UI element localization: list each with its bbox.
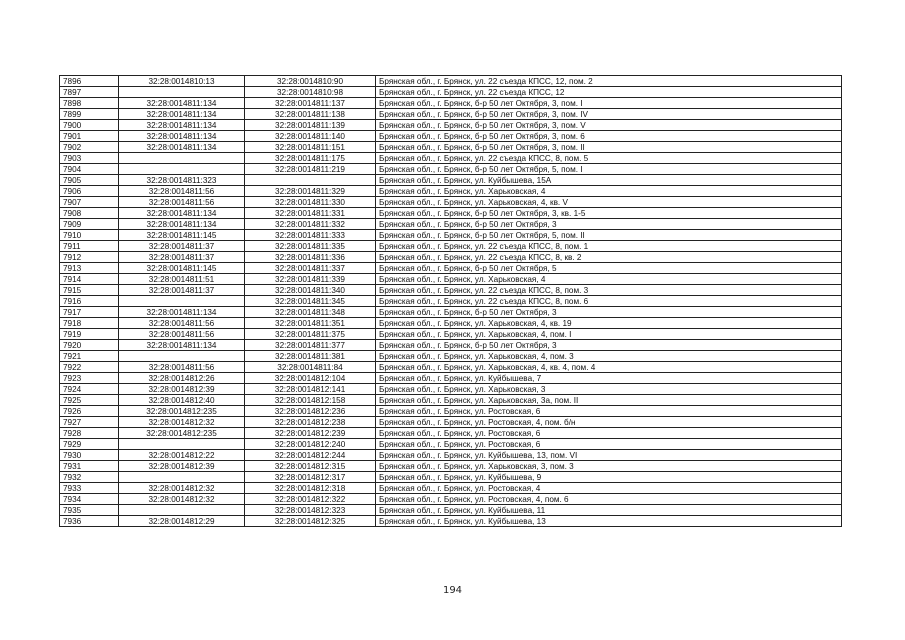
row-number-cell: 7909 [60, 219, 119, 230]
parcel-cadastral-number-cell: 32:28:0014812:32 [119, 417, 245, 428]
row-number-cell: 7899 [60, 109, 119, 120]
address-cell: Брянская обл., г. Брянск, ул. Харьковская, 3, пом. 3 [376, 461, 842, 472]
address-cell: Брянская обл., г. Брянск, ул. Харьковская, 4, кв. 4, пом. 4 [376, 362, 842, 373]
parcel-cadastral-number-cell [119, 505, 245, 516]
table-row [60, 230, 842, 241]
address-cell: Брянская обл., г. Брянск, ул. Ростовская, 4 [376, 483, 842, 494]
table-row [60, 153, 842, 164]
object-cadastral-number-cell: 32:28:0014811:339 [245, 274, 376, 285]
table-row [60, 252, 842, 263]
row-number-cell: 7919 [60, 329, 119, 340]
address-cell: Брянская обл., г. Брянск, ул. Куйбышева, 11 [376, 505, 842, 516]
object-cadastral-number-cell: 32:28:0014811:377 [245, 340, 376, 351]
table-row [60, 197, 842, 208]
object-cadastral-number-cell: 32:28:0014811:175 [245, 153, 376, 164]
table-row [60, 131, 842, 142]
address-cell: Брянская обл., г. Брянск, б-р 50 лет Октября, 3, пом. I [376, 98, 842, 109]
address-cell: Брянская обл., г. Брянск, ул. Ростовская, 6 [376, 406, 842, 417]
object-cadastral-number-cell: 32:28:0014812:104 [245, 373, 376, 384]
parcel-cadastral-number-cell: 32:28:0014812:26 [119, 373, 245, 384]
parcel-cadastral-number-cell: 32:28:0014812:22 [119, 450, 245, 461]
object-cadastral-number-cell: 32:28:0014811:348 [245, 307, 376, 318]
parcel-cadastral-number-cell: 32:28:0014812:29 [119, 516, 245, 527]
address-cell: Брянская обл., г. Брянск, б-р 50 лет Октября, 3 [376, 340, 842, 351]
table-row [60, 351, 842, 362]
address-cell: Брянская обл., г. Брянск, ул. Харьковская, 4 [376, 274, 842, 285]
row-number-cell: 7901 [60, 131, 119, 142]
object-cadastral-number-cell: 32:28:0014811:84 [245, 362, 376, 373]
parcel-cadastral-number-cell: 32:28:0014811:134 [119, 208, 245, 219]
row-number-cell: 7935 [60, 505, 119, 516]
address-cell: Брянская обл., г. Брянск, б-р 50 лет Октября, 5, пом. II [376, 230, 842, 241]
address-cell: Брянская обл., г. Брянск, ул. Харьковская, 4, кв. 19 [376, 318, 842, 329]
address-cell: Брянская обл., г. Брянск, б-р 50 лет Октября, 3, кв. 1-5 [376, 208, 842, 219]
table-row [60, 450, 842, 461]
parcel-cadastral-number-cell: 32:28:0014811:134 [119, 131, 245, 142]
registry-table-body [60, 76, 842, 527]
table-row [60, 373, 842, 384]
parcel-cadastral-number-cell: 32:28:0014812:235 [119, 406, 245, 417]
address-cell: Брянская обл., г. Брянск, б-р 50 лет Октября, 5, пом. I [376, 164, 842, 175]
table-row [60, 219, 842, 230]
object-cadastral-number-cell: 32:28:0014812:323 [245, 505, 376, 516]
table-row [60, 241, 842, 252]
parcel-cadastral-number-cell [119, 351, 245, 362]
object-cadastral-number-cell: 32:28:0014811:375 [245, 329, 376, 340]
object-cadastral-number-cell: 32:28:0014811:381 [245, 351, 376, 362]
parcel-cadastral-number-cell: 32:28:0014812:32 [119, 494, 245, 505]
parcel-cadastral-number-cell: 32:28:0014811:134 [119, 109, 245, 120]
parcel-cadastral-number-cell: 32:28:0014811:134 [119, 219, 245, 230]
parcel-cadastral-number-cell: 32:28:0014812:235 [119, 428, 245, 439]
row-number-cell: 7928 [60, 428, 119, 439]
address-cell: Брянская обл., г. Брянск, б-р 50 лет Октября, 3, пом. V [376, 120, 842, 131]
row-number-cell: 7920 [60, 340, 119, 351]
table-row [60, 318, 842, 329]
parcel-cadastral-number-cell: 32:28:0014812:40 [119, 395, 245, 406]
table-row [60, 428, 842, 439]
object-cadastral-number-cell: 32:28:0014812:315 [245, 461, 376, 472]
object-cadastral-number-cell: 32:28:0014811:138 [245, 109, 376, 120]
address-cell: Брянская обл., г. Брянск, ул. Куйбышева, 7 [376, 373, 842, 384]
object-cadastral-number-cell: 32:28:0014811:332 [245, 219, 376, 230]
table-row [60, 296, 842, 307]
row-number-cell: 7914 [60, 274, 119, 285]
object-cadastral-number-cell: 32:28:0014811:219 [245, 164, 376, 175]
parcel-cadastral-number-cell: 32:28:0014811:56 [119, 197, 245, 208]
address-cell: Брянская обл., г. Брянск, ул. Харьковская, 4, пом. I [376, 329, 842, 340]
table-row [60, 76, 842, 87]
row-number-cell: 7930 [60, 450, 119, 461]
table-row [60, 494, 842, 505]
object-cadastral-number-cell: 32:28:0014811:137 [245, 98, 376, 109]
table-row [60, 329, 842, 340]
table-row [60, 417, 842, 428]
object-cadastral-number-cell: 32:28:0014811:329 [245, 186, 376, 197]
table-row [60, 109, 842, 120]
row-number-cell: 7900 [60, 120, 119, 131]
address-cell: Брянская обл., г. Брянск, ул. Куйбышева, 9 [376, 472, 842, 483]
table-row [60, 362, 842, 373]
parcel-cadastral-number-cell: 32:28:0014811:134 [119, 98, 245, 109]
table-row [60, 285, 842, 296]
row-number-cell: 7910 [60, 230, 119, 241]
address-cell: Брянская обл., г. Брянск, ул. 22 съезда КПСС, 8, пом. 1 [376, 241, 842, 252]
table-row [60, 439, 842, 450]
address-cell: Брянская обл., г. Брянск, ул. Харьковская, 3а, пом. II [376, 395, 842, 406]
address-cell: Брянская обл., г. Брянск, ул. Харьковская, 4, кв. V [376, 197, 842, 208]
address-cell: Брянская обл., г. Брянск, ул. Харьковская, 4, пом. 3 [376, 351, 842, 362]
parcel-cadastral-number-cell: 32:28:0014811:56 [119, 186, 245, 197]
address-cell: Брянская обл., г. Брянск, ул. Ростовская, 4, пом. б/н [376, 417, 842, 428]
object-cadastral-number-cell: 32:28:0014811:335 [245, 241, 376, 252]
object-cadastral-number-cell: 32:28:0014811:330 [245, 197, 376, 208]
object-cadastral-number-cell: 32:28:0014811:340 [245, 285, 376, 296]
object-cadastral-number-cell: 32:28:0014811:337 [245, 263, 376, 274]
object-cadastral-number-cell: 32:28:0014812:236 [245, 406, 376, 417]
address-cell: Брянская обл., г. Брянск, ул. Куйбышева, 15А [376, 175, 842, 186]
table-row [60, 263, 842, 274]
row-number-cell: 7897 [60, 87, 119, 98]
address-cell: Брянская обл., г. Брянск, ул. Харьковская, 3 [376, 384, 842, 395]
parcel-cadastral-number-cell: 32:28:0014811:134 [119, 142, 245, 153]
object-cadastral-number-cell: 32:28:0014812:239 [245, 428, 376, 439]
object-cadastral-number-cell: 32:28:0014812:322 [245, 494, 376, 505]
parcel-cadastral-number-cell: 32:28:0014812:39 [119, 461, 245, 472]
object-cadastral-number-cell [245, 175, 376, 186]
parcel-cadastral-number-cell: 32:28:0014811:145 [119, 230, 245, 241]
parcel-cadastral-number-cell [119, 472, 245, 483]
parcel-cadastral-number-cell: 32:28:0014811:323 [119, 175, 245, 186]
row-number-cell: 7925 [60, 395, 119, 406]
row-number-cell: 7926 [60, 406, 119, 417]
address-cell: Брянская обл., г. Брянск, ул. 22 съезда КПСС, 8, пом. 3 [376, 285, 842, 296]
object-cadastral-number-cell: 32:28:0014812:158 [245, 395, 376, 406]
parcel-cadastral-number-cell: 32:28:0014811:56 [119, 329, 245, 340]
address-cell: Брянская обл., г. Брянск, ул. 22 съезда КПСС, 8, пом. 6 [376, 296, 842, 307]
table-row [60, 307, 842, 318]
row-number-cell: 7934 [60, 494, 119, 505]
row-number-cell: 7918 [60, 318, 119, 329]
parcel-cadastral-number-cell: 32:28:0014811:37 [119, 285, 245, 296]
object-cadastral-number-cell: 32:28:0014811:331 [245, 208, 376, 219]
object-cadastral-number-cell: 32:28:0014812:318 [245, 483, 376, 494]
table-row [60, 483, 842, 494]
row-number-cell: 7903 [60, 153, 119, 164]
row-number-cell: 7902 [60, 142, 119, 153]
row-number-cell: 7911 [60, 241, 119, 252]
row-number-cell: 7917 [60, 307, 119, 318]
address-cell: Брянская обл., г. Брянск, б-р 50 лет Октября, 3 [376, 219, 842, 230]
row-number-cell: 7936 [60, 516, 119, 527]
parcel-cadastral-number-cell: 32:28:0014811:37 [119, 241, 245, 252]
row-number-cell: 7932 [60, 472, 119, 483]
page-number: 194 [442, 585, 463, 596]
table-row [60, 472, 842, 483]
parcel-cadastral-number-cell: 32:28:0014812:39 [119, 384, 245, 395]
address-cell: Брянская обл., г. Брянск, б-р 50 лет Октября, 3 [376, 307, 842, 318]
object-cadastral-number-cell: 32:28:0014812:141 [245, 384, 376, 395]
property-registry-table [59, 75, 842, 527]
table-row [60, 98, 842, 109]
table-row [60, 142, 842, 153]
table-row [60, 186, 842, 197]
row-number-cell: 7916 [60, 296, 119, 307]
parcel-cadastral-number-cell: 32:28:0014812:32 [119, 483, 245, 494]
address-cell: Брянская обл., г. Брянск, ул. 22 съезда КПСС, 8, кв. 2 [376, 252, 842, 263]
parcel-cadastral-number-cell: 32:28:0014810:13 [119, 76, 245, 87]
row-number-cell: 7905 [60, 175, 119, 186]
row-number-cell: 7929 [60, 439, 119, 450]
table-row [60, 175, 842, 186]
table-row [60, 505, 842, 516]
parcel-cadastral-number-cell [119, 164, 245, 175]
object-cadastral-number-cell: 32:28:0014811:351 [245, 318, 376, 329]
row-number-cell: 7915 [60, 285, 119, 296]
object-cadastral-number-cell: 32:28:0014810:98 [245, 87, 376, 98]
row-number-cell: 7931 [60, 461, 119, 472]
object-cadastral-number-cell: 32:28:0014811:140 [245, 131, 376, 142]
table-row [60, 208, 842, 219]
table-row [60, 516, 842, 527]
row-number-cell: 7896 [60, 76, 119, 87]
row-number-cell: 7922 [60, 362, 119, 373]
table-row [60, 406, 842, 417]
row-number-cell: 7907 [60, 197, 119, 208]
row-number-cell: 7904 [60, 164, 119, 175]
table-row [60, 120, 842, 131]
address-cell: Брянская обл., г. Брянск, ул. 22 съезда КПСС, 12 [376, 87, 842, 98]
row-number-cell: 7921 [60, 351, 119, 362]
object-cadastral-number-cell: 32:28:0014810:90 [245, 76, 376, 87]
address-cell: Брянская обл., г. Брянск, б-р 50 лет Октября, 5 [376, 263, 842, 274]
row-number-cell: 7908 [60, 208, 119, 219]
address-cell: Брянская обл., г. Брянск, ул. Куйбышева, 13, пом. VI [376, 450, 842, 461]
parcel-cadastral-number-cell [119, 87, 245, 98]
parcel-cadastral-number-cell: 32:28:0014811:56 [119, 318, 245, 329]
row-number-cell: 7933 [60, 483, 119, 494]
table-row [60, 461, 842, 472]
parcel-cadastral-number-cell: 32:28:0014811:56 [119, 362, 245, 373]
row-number-cell: 7906 [60, 186, 119, 197]
object-cadastral-number-cell: 32:28:0014812:240 [245, 439, 376, 450]
address-cell: Брянская обл., г. Брянск, б-р 50 лет Октября, 3, пом. IV [376, 109, 842, 120]
row-number-cell: 7912 [60, 252, 119, 263]
parcel-cadastral-number-cell: 32:28:0014811:134 [119, 307, 245, 318]
parcel-cadastral-number-cell [119, 296, 245, 307]
row-number-cell: 7898 [60, 98, 119, 109]
row-number-cell: 7923 [60, 373, 119, 384]
table-row [60, 384, 842, 395]
address-cell: Брянская обл., г. Брянск, ул. Харьковская, 4 [376, 186, 842, 197]
object-cadastral-number-cell: 32:28:0014811:151 [245, 142, 376, 153]
table-row [60, 87, 842, 98]
table-row [60, 164, 842, 175]
address-cell: Брянская обл., г. Брянск, ул. Ростовская, 6 [376, 428, 842, 439]
object-cadastral-number-cell: 32:28:0014812:244 [245, 450, 376, 461]
address-cell: Брянская обл., г. Брянск, ул. Куйбышева, 13 [376, 516, 842, 527]
address-cell: Брянская обл., г. Брянск, ул. 22 съезда КПСС, 8, пом. 5 [376, 153, 842, 164]
address-cell: Брянская обл., г. Брянск, ул. Ростовская, 6 [376, 439, 842, 450]
parcel-cadastral-number-cell: 32:28:0014811:51 [119, 274, 245, 285]
object-cadastral-number-cell: 32:28:0014811:333 [245, 230, 376, 241]
object-cadastral-number-cell: 32:28:0014812:317 [245, 472, 376, 483]
object-cadastral-number-cell: 32:28:0014812:325 [245, 516, 376, 527]
address-cell: Брянская обл., г. Брянск, б-р 50 лет Октября, 3, пом. 6 [376, 131, 842, 142]
parcel-cadastral-number-cell: 32:28:0014811:134 [119, 340, 245, 351]
row-number-cell: 7924 [60, 384, 119, 395]
parcel-cadastral-number-cell: 32:28:0014811:37 [119, 252, 245, 263]
table-row [60, 274, 842, 285]
object-cadastral-number-cell: 32:28:0014812:238 [245, 417, 376, 428]
table-row [60, 340, 842, 351]
row-number-cell: 7927 [60, 417, 119, 428]
address-cell: Брянская обл., г. Брянск, ул. Ростовская, 4, пом. 6 [376, 494, 842, 505]
row-number-cell: 7913 [60, 263, 119, 274]
address-cell: Брянская обл., г. Брянск, ул. 22 съезда КПСС, 12, пом. 2 [376, 76, 842, 87]
parcel-cadastral-number-cell [119, 439, 245, 450]
parcel-cadastral-number-cell: 32:28:0014811:145 [119, 263, 245, 274]
address-cell: Брянская обл., г. Брянск, б-р 50 лет Октября, 3, пом. II [376, 142, 842, 153]
parcel-cadastral-number-cell: 32:28:0014811:134 [119, 120, 245, 131]
object-cadastral-number-cell: 32:28:0014811:139 [245, 120, 376, 131]
parcel-cadastral-number-cell [119, 153, 245, 164]
object-cadastral-number-cell: 32:28:0014811:345 [245, 296, 376, 307]
object-cadastral-number-cell: 32:28:0014811:336 [245, 252, 376, 263]
table-row [60, 395, 842, 406]
